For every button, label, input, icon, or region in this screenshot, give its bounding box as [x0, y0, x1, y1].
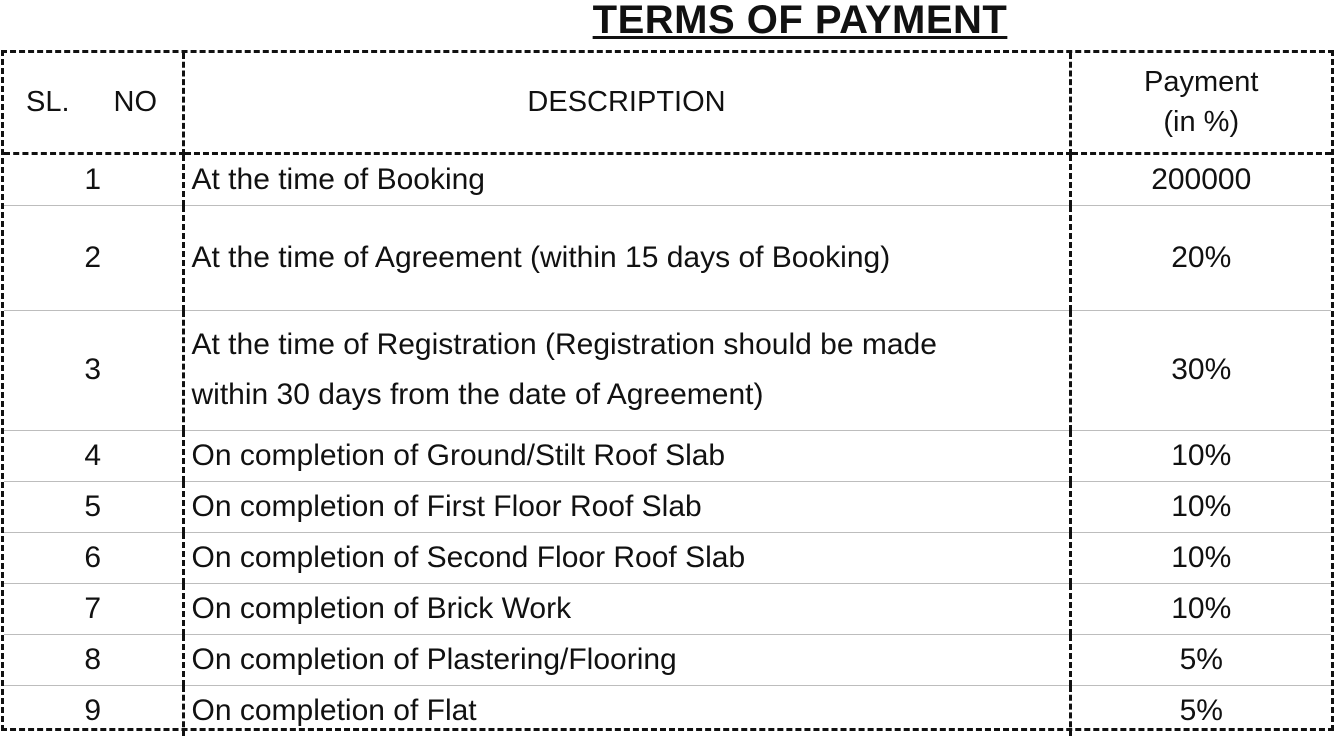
row-description	[183, 310, 1070, 430]
row-payment: 20%	[1070, 205, 1331, 310]
row-payment: 10%	[1070, 430, 1331, 481]
table-row	[4, 430, 1331, 481]
row-number: 1	[4, 153, 183, 205]
row-number: 5	[4, 481, 183, 532]
row-payment: 10%	[1070, 481, 1331, 532]
row-description: On completion of Brick Work	[183, 583, 1070, 634]
column-header-payment-line2: (in %)	[1163, 106, 1240, 139]
table-row	[4, 634, 1331, 685]
row-description: At the time of Booking	[183, 153, 1070, 205]
row-description: On completion of Plastering/Flooring	[183, 634, 1070, 685]
row-description: At the time of Agreement (within 15 days of Booking)	[183, 205, 1070, 310]
row-payment: 5%	[1070, 685, 1331, 736]
table-row	[4, 583, 1331, 634]
column-header-payment-line1: Payment	[1144, 66, 1259, 99]
row-description: On completion of Flat	[183, 685, 1070, 736]
row-number: 8	[4, 634, 183, 685]
column-header-sl-label: SL.	[26, 85, 70, 118]
table-row	[4, 153, 1331, 205]
row-payment: 10%	[1070, 583, 1331, 634]
table-row	[4, 310, 1331, 430]
page-title: TERMS OF PAYMENT	[592, 0, 1008, 42]
column-header-no-label: NO	[113, 85, 158, 118]
row-description: On completion of Second Floor Roof Slab	[183, 532, 1070, 583]
table-header-row	[4, 53, 1331, 153]
row-description-line1: At the time of Registration (Registration should be made	[191, 328, 937, 361]
row-number: 4	[4, 430, 183, 481]
row-payment: 10%	[1070, 532, 1331, 583]
row-payment: 30%	[1070, 310, 1331, 430]
payment-table-grid	[4, 53, 1331, 736]
row-payment: 200000	[1151, 162, 1252, 196]
table-row	[4, 481, 1331, 532]
payment-terms-table	[1, 50, 1334, 731]
table-row	[4, 205, 1331, 310]
row-description: On completion of Ground/Stilt Roof Slab	[183, 430, 1070, 481]
row-number: 6	[4, 532, 183, 583]
column-header-payment	[1070, 53, 1331, 153]
row-number: 2	[4, 205, 183, 310]
table-row	[4, 532, 1331, 583]
row-number: 7	[4, 583, 183, 634]
row-number: 9	[4, 685, 183, 736]
row-description: On completion of First Floor Roof Slab	[183, 481, 1070, 532]
column-header-sl-no	[4, 53, 183, 153]
column-header-description: DESCRIPTION	[183, 53, 1070, 153]
row-description-line2: within 30 days from the date of Agreement)	[191, 378, 764, 411]
table-row	[4, 685, 1331, 736]
row-payment: 5%	[1070, 634, 1331, 685]
row-number: 3	[4, 310, 183, 430]
